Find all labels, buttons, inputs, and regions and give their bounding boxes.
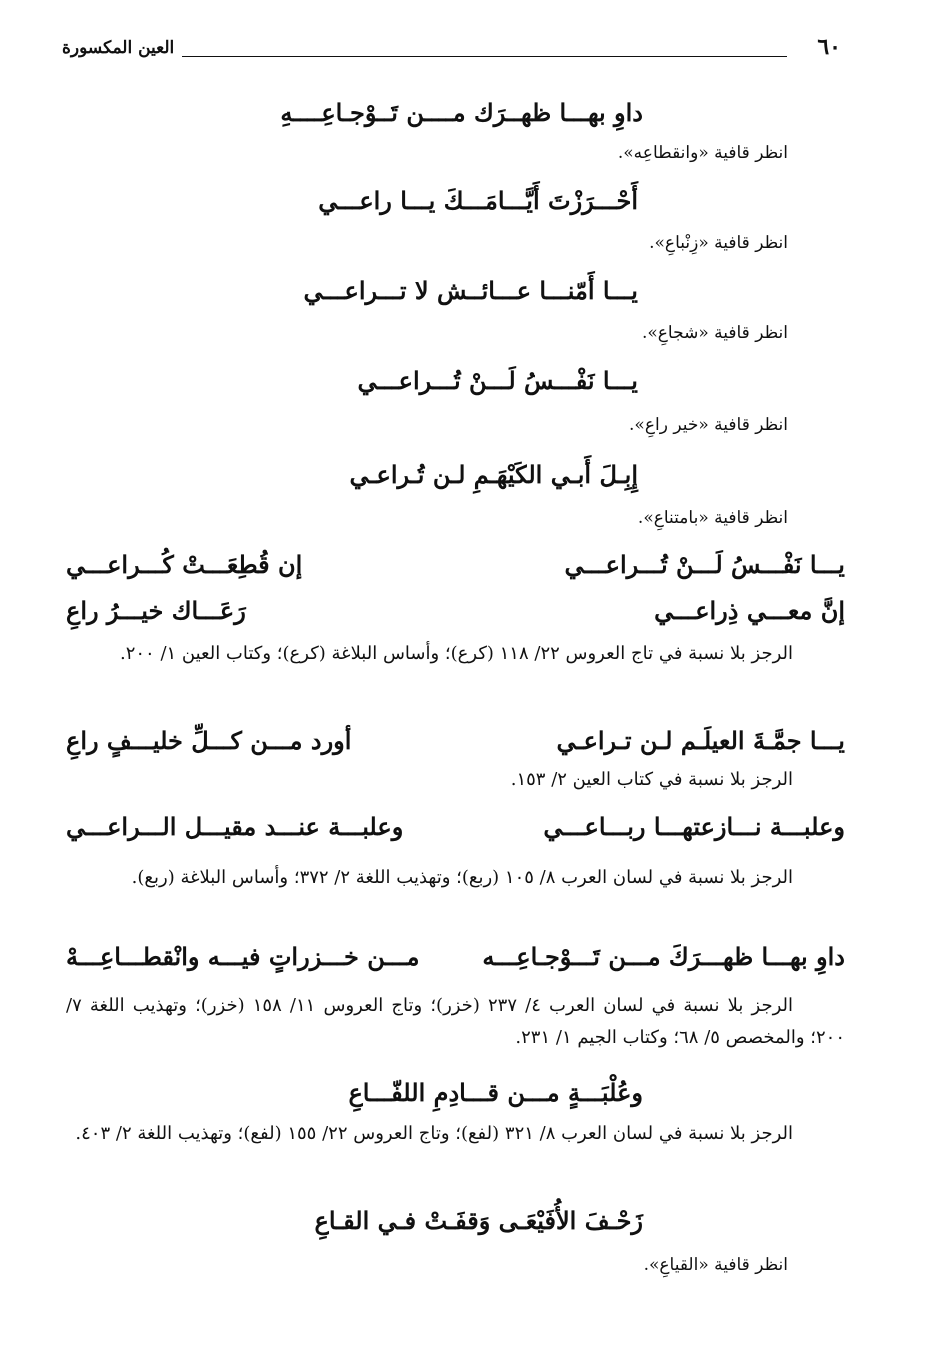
verse-hemistich: يـــا نَفْـــسُ لَـــنْ تُـــراعـــي: [357, 366, 638, 395]
first-hemistich: وعلبـــة نـــازعتهـــا ربـــاعـــي: [543, 812, 845, 841]
verse-line: [280, 98, 643, 127]
second-hemistich: وعلبـــة عنـــد مقيـــل الـــراعـــي: [66, 812, 404, 841]
verse-couplet: [66, 596, 845, 638]
verse-couplet: [66, 812, 845, 854]
citation: الرجز بلا نسبة في تاج العروس ٢٢/ ١١٨ (كرع)؛ وأساس البلاغة (كرع)؛ وكتاب العين ١/ ٢٠٠.: [119, 643, 793, 664]
cross-reference-note: انظر قافية «وانقطاعِه».: [617, 143, 788, 163]
second-hemistich: إن قُطِعَـــتْ كُـــراعـــي: [66, 550, 303, 579]
verse-hemistich: داوِ بهـــا ظهــرَك مــــن تَــوْجـاعِــــهِ: [280, 98, 643, 127]
cross-reference-note: انظر قافية «شجاعِ».: [641, 323, 788, 343]
page-number: ٦٠: [817, 34, 841, 60]
second-hemistich: مـــن خـــزراتٍ فيـــه وانْقطـــاعِـــهْ: [66, 942, 420, 971]
verse-hemistich: يـــا أَمّنـــا عـــائــش لا تـــراعـــي: [303, 276, 638, 305]
verse-line: [348, 1078, 643, 1107]
verse-couplet: [66, 726, 845, 768]
cross-reference-note: انظر قافية «زِنْباعِ».: [649, 233, 788, 253]
verse-hemistich: أَحْـــرَزْتَ أَيَّـــامَـــكَ يـــا راعـــي: [318, 186, 638, 215]
verse-line: [315, 1206, 644, 1235]
verse-line: [303, 276, 638, 305]
first-hemistich: يـــا جمَّـةَ العيلَـم لـن تـراعـي: [556, 726, 845, 755]
verse-hemistich: وعُلْبَـــةٍ مـــن قـــادِمِ اللفّـــاعِ: [348, 1078, 643, 1107]
verse-line: [358, 366, 638, 395]
first-hemistich: داوِ بهـــا ظهـــرَكَ مـــن تَـــوْجـاعِـــه: [482, 942, 845, 971]
verse-line: [318, 186, 638, 215]
verse-couplet: [66, 942, 845, 984]
cross-reference-note: انظر قافية «القياعِ».: [643, 1255, 788, 1275]
verse-hemistich: إِبِـلَ أَبـي الكَيْهَـمِ لـن تُـراعـي: [349, 460, 638, 489]
second-hemistich: رَعَـــاك خيـــرُ راعِ: [66, 596, 246, 625]
cross-reference-note: انظر قافية «خير راعِ».: [629, 415, 788, 435]
citation: الرجز بلا نسبة في لسان العرب ٨/ ١٠٥ (ربع)؛ وتهذيب اللغة ٢/ ٣٧٢؛ وأساس البلاغة (ربع).: [131, 867, 793, 888]
header-rule: [182, 56, 787, 57]
second-hemistich: أورد مـــن كـــلِّ خليـــفٍ راعِ: [66, 726, 352, 755]
cross-reference-note: انظر قافية «بامتناعِ».: [637, 508, 788, 528]
verse-hemistich: زَحْـفَ الأُفَيْعَـى وَقفَـتْ فـي القـاعِ: [314, 1206, 643, 1235]
citation: الرجز بلا نسبة في كتاب العين ٢/ ١٥٣.: [510, 769, 793, 790]
citation: الرجز بلا نسبة في لسان العرب ٨/ ٣٢١ (لفع)؛ وتاج العروس ٢٢/ ١٥٥ (لفع)؛ وتهذيب اللغة ٢/ ٤٠٣.: [75, 1123, 793, 1144]
first-hemistich: إنَّ معـــي ذِراعـــي: [654, 596, 845, 625]
citation: الرجز بلا نسبة في لسان العرب ٤/ ٢٣٧ (خزر)؛ وتاج العروس ١١/ ١٥٨ (خزر)؛ وتهذيب اللغة ٧/ ٢٠٠؛ والمخصص ٥/ ٦٨؛ وكتاب الجيم ١/ ٢٣١.: [66, 995, 845, 1048]
verse-couplet: [66, 550, 845, 592]
first-hemistich: يـــا نَفْـــسُ لَـــنْ تُـــراعـــي: [564, 550, 845, 579]
page-header: [62, 34, 841, 70]
verse-line: [350, 460, 639, 489]
running-title: العين المكسورة: [62, 38, 175, 58]
